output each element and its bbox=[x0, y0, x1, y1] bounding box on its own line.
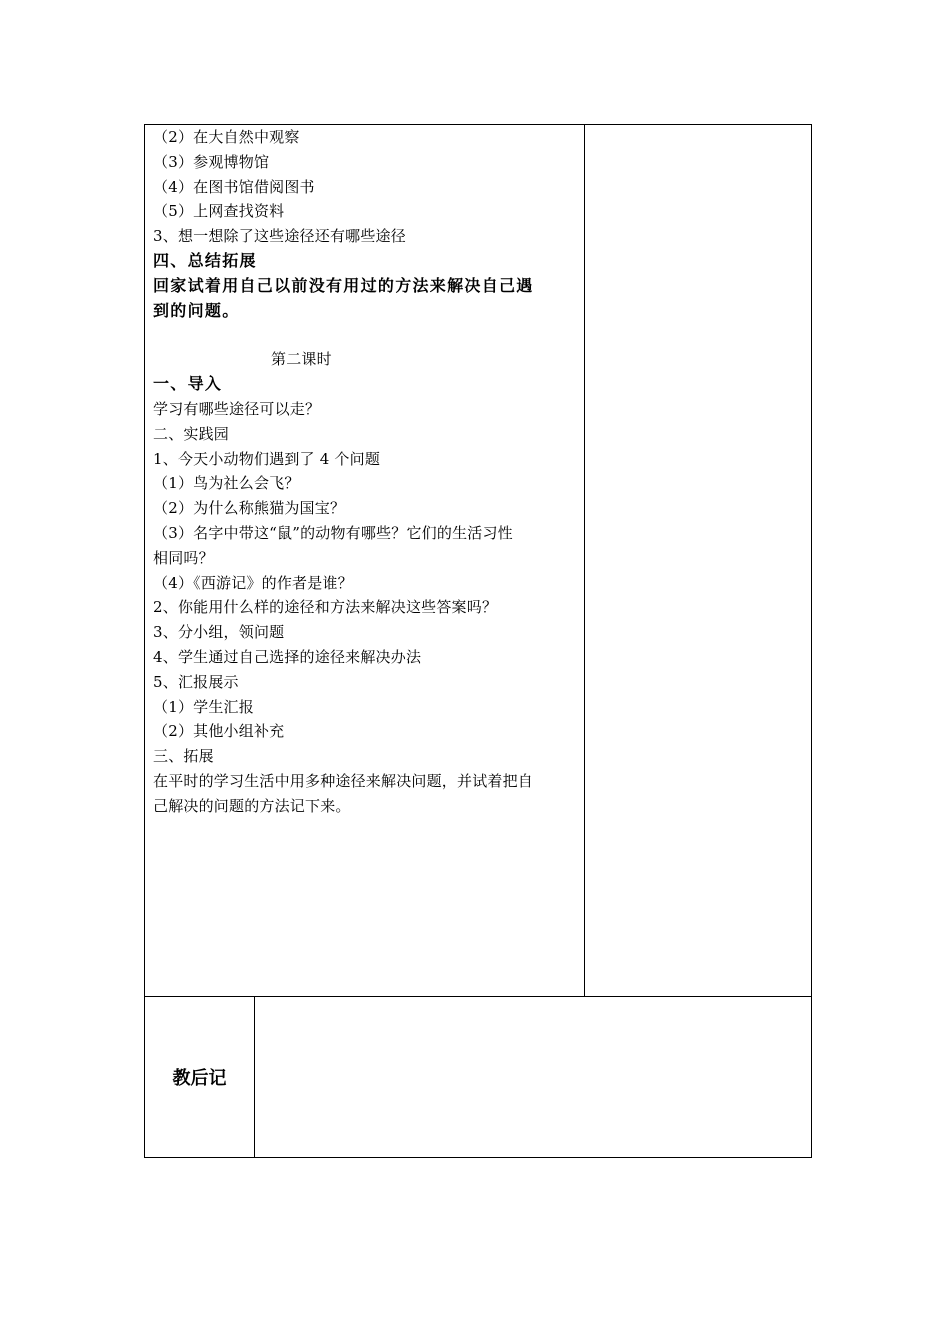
content-line: （3）名字中带这“鼠”的动物有哪些？它们的生活习性 bbox=[153, 523, 513, 542]
content-line: 3、想一想除了这些途径还有哪些途径 bbox=[153, 227, 406, 246]
content-line: 在平时的学习生活中用多种途径来解决问题，并试着把自 bbox=[153, 771, 534, 790]
content-line: 3、分小组，领问题 bbox=[153, 623, 285, 642]
blank-line bbox=[153, 323, 580, 347]
content-line: 学习有哪些途径可以走？ bbox=[153, 399, 321, 418]
content-line: 回家试着用自己以前没有用过的方法来解决自己遇 bbox=[153, 275, 534, 295]
content-line: 己解决的问题的方法记下来。 bbox=[153, 796, 351, 815]
content-line: （2）在大自然中观察 bbox=[153, 128, 300, 146]
content-line: （4）《西游记》的作者是谁？ bbox=[153, 573, 353, 592]
content-line: （2）其他小组补充 bbox=[153, 722, 285, 741]
content-line: 到的问题。 bbox=[153, 300, 240, 320]
content-line: （3）参观博物馆 bbox=[153, 152, 270, 171]
side-notes-cell bbox=[585, 125, 811, 997]
content-line: （4）在图书馆借阅图书 bbox=[153, 177, 315, 196]
content-line: 相同吗？ bbox=[153, 548, 214, 567]
lesson-plan-table bbox=[144, 124, 812, 1158]
content-line: （5）上网查找资料 bbox=[153, 202, 285, 221]
post-lesson-notes-label: 教后记 bbox=[145, 997, 255, 1157]
content-line: 4、学生通过自己选择的途径来解决办法 bbox=[153, 647, 422, 666]
content-line: 一、导入 bbox=[153, 374, 223, 394]
content-line: 四、总结拓展 bbox=[153, 250, 257, 270]
content-line: （2）为什么称熊猫为国宝？ bbox=[153, 499, 346, 518]
content-line: 三、拓展 bbox=[153, 747, 214, 766]
content-line: （1）学生汇报 bbox=[153, 697, 254, 716]
lesson-content-cell bbox=[145, 125, 585, 997]
content-line: 二、实践园 bbox=[153, 424, 230, 443]
content-line: 5、汇报展示 bbox=[153, 672, 239, 691]
post-lesson-notes-cell bbox=[255, 997, 811, 1157]
content-line: 2、你能用什么样的途径和方法来解决这些答案吗？ bbox=[153, 598, 498, 617]
section-title: 第二课时 bbox=[271, 350, 332, 369]
content-line: （1）鸟为社么会飞？ bbox=[153, 474, 300, 493]
content-line: 1、今天小动物们遇到了 4 个问题 bbox=[153, 449, 381, 468]
